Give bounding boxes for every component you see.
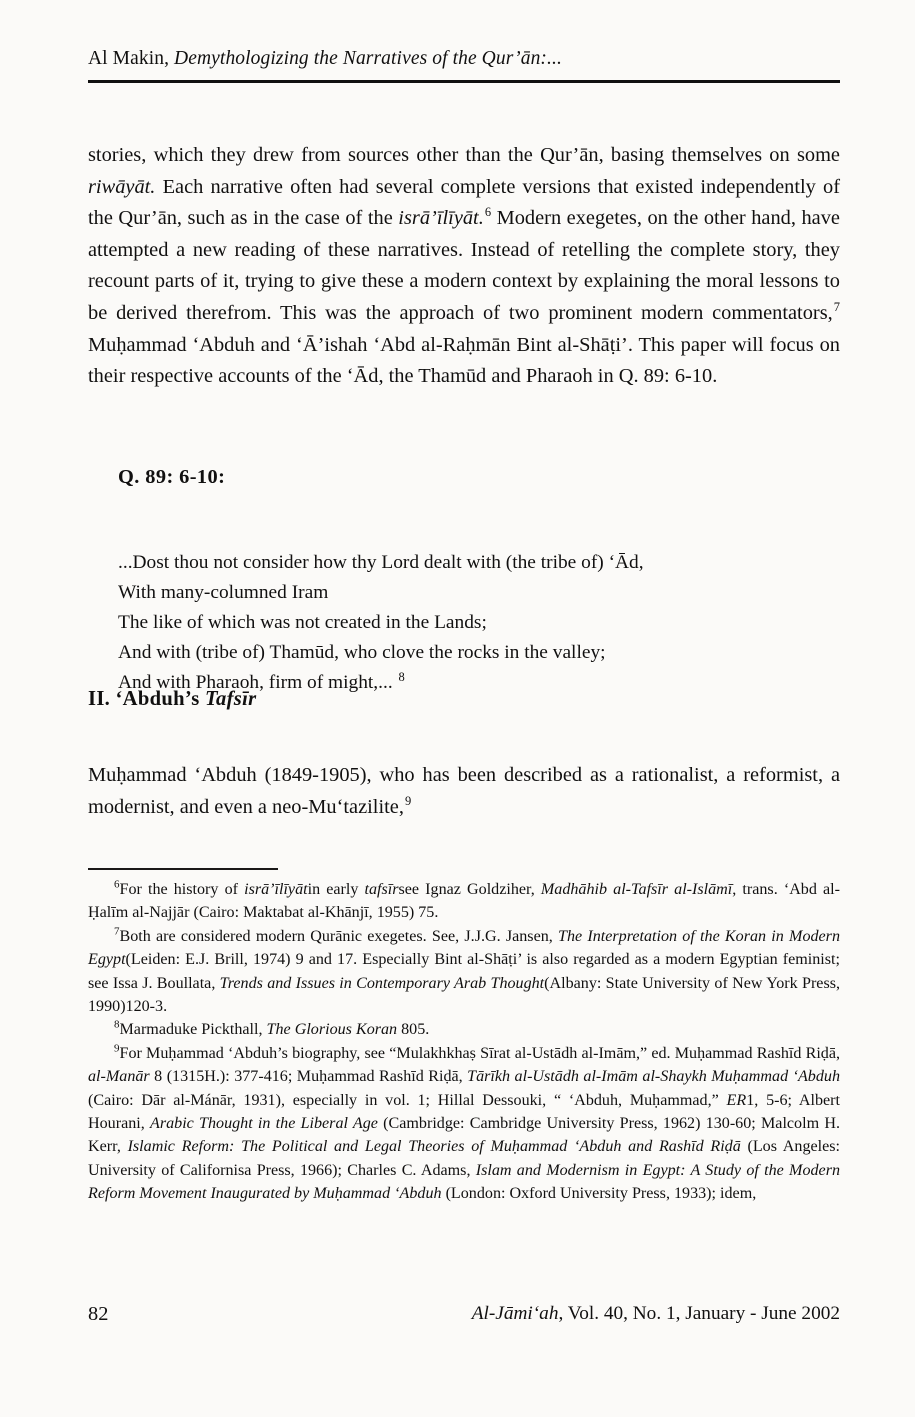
footnote-text: see Ignaz Goldziher, xyxy=(398,881,541,898)
page-number: 82 xyxy=(88,1303,109,1325)
section-body-block xyxy=(88,760,840,823)
quote-line-1: ...Dost thou not consider how thy Lord dealt with (the tribe of) ‘Ād, xyxy=(118,552,644,573)
body-italic-riwayat: riwāyāt. xyxy=(88,175,156,198)
footnote-number[interactable]: 7 xyxy=(114,925,120,938)
footnote-text: For Muḥammad ‘Abduh’s biography, see “Mulakhkhaṣ Sīrat al-Ustādh al-Imām,” ed. Muḥammad Rashīd Riḍā, xyxy=(119,1044,840,1062)
section-paragraph xyxy=(88,760,840,823)
footnote-ref-7[interactable]: 7 xyxy=(833,300,840,315)
footnote-title-italic: Trends and Issues in Contemporary Arab Thought xyxy=(219,974,545,992)
running-head-rule xyxy=(88,80,840,83)
footnote-text: Both are considered modern Qurānic exegetes. See, J.J.G. Jansen, xyxy=(119,927,559,945)
quran-reference-heading: Q. 89: 6-10: xyxy=(118,466,226,488)
body-italic-israiliyat: isrā’īlīyāt. xyxy=(398,207,484,230)
footnote-text: 1, 5-6; Albert Hourani, xyxy=(88,1091,840,1133)
body-text-block xyxy=(88,140,840,393)
footnote-title-italic: Madhāhib al-Tafsīr al-Islāmī xyxy=(540,881,733,898)
footnote-title-italic: tafsīr xyxy=(364,881,399,898)
journal-citation xyxy=(472,1303,840,1325)
footnote-item xyxy=(88,925,840,1019)
footnote-text: (Cairo: Dār al-Mánār, 1931), especially in vol. 1; Hillal Dessouki, “ ‘Abduh, Muḥammad,” xyxy=(88,1091,727,1109)
footnote-text: in early xyxy=(307,881,365,898)
footnote-number[interactable]: 6 xyxy=(114,878,120,891)
footnote-title-italic: The Interpretation of the Koran in Modern Egypt xyxy=(88,927,840,969)
footnote-number[interactable]: 8 xyxy=(114,1019,120,1032)
footnote-text: (Leiden: E.J. Brill, 1974) 9 and 17. Especially Bint al-Shāṭi’ is also regarded as a modern Egyptian feminist; see Issa J. Boullata, xyxy=(88,951,840,992)
footnote-item xyxy=(88,1042,840,1206)
running-head-author: Al Makin, xyxy=(88,48,175,69)
footnote-text: For the history of xyxy=(119,881,245,898)
footnote-text: (Albany: State University of New York Press, 1990)120-3. xyxy=(88,974,840,1016)
footnote-text: 805. xyxy=(397,1021,430,1039)
journal-issue: , Vol. 40, No. 1, January - June 2002 xyxy=(558,1303,840,1324)
running-head-title: Demythologizing the Narratives of the Qur’ān:... xyxy=(174,48,562,69)
footnote-text: 8 (1315H.): 377-416; Muḥammad Rashīd Riḍā, xyxy=(149,1068,468,1086)
footnote-item xyxy=(88,878,840,925)
body-run-1: stories, which they drew from sources other than the Qur’ān, basing themselves on some xyxy=(88,144,840,166)
running-head xyxy=(88,48,840,70)
section-paragraph-text: Muḥammad ‘Abduh (1849-1905), who has been described as a rationalist, a reformist, a modernist, and even a neo-Mu‘tazilite, xyxy=(88,764,840,818)
footnote-text: (Los Angeles: University of Californisa Press, 1966); Charles C. Adams, xyxy=(88,1138,840,1179)
footnote-separator-rule xyxy=(88,868,278,870)
section-heading xyxy=(88,688,256,711)
footnote-text: (Cambridge: Cambridge University Press, 1962) 130-60; Malcolm H. Kerr, xyxy=(88,1115,840,1156)
footnote-text: Marmaduke Pickthall, xyxy=(119,1021,267,1039)
quote-line-5-text: And with Pharaoh, firm of might,... xyxy=(118,672,398,693)
section-heading-italic: Tafsīr xyxy=(205,688,257,710)
footnote-title-italic: Islam and Modernism in Egypt: A Study of the Modern Reform Movement Inaugurated by Muḥammad ‘Abduh xyxy=(88,1161,841,1203)
body-run-3: Modern exegetes, on the other hand, have attempted a new reading of these narratives. Instead of retelling the complete story, they recount parts of it, trying to give these a modern context by explaining the moral lessons to be derived therefrom. This was the approach of two prominent modern commentators, xyxy=(88,207,840,324)
body-run-4: Muḥammad ‘Abduh and ‘Ā’ishah ‘Abd al-Raḥmān Bint al-Shāṭi’. This paper will focus on their respective accounts of the ‘Ād, the Thamūd and Pharaoh in Q. 89: 6-10. xyxy=(88,333,840,388)
running-head-line xyxy=(88,48,562,69)
footnote-text: , trans. ‘Abd al-Ḥalīm al-Najjār (Cairo: Maktabat al-Khānjī, 1955) 75. xyxy=(88,881,840,922)
journal-name: Al-Jāmi‘ah xyxy=(471,1303,559,1324)
footnote-title-italic: Islamic Reform: The Political and Legal Theories of Muḥammad ‘Abduh and Rashīd Riḍā xyxy=(127,1138,741,1156)
footnote-title-italic: The Glorious Koran xyxy=(266,1021,398,1039)
footnote-ref-9[interactable]: 9 xyxy=(404,793,412,808)
quote-line-2: With many-columned Iram xyxy=(118,582,329,603)
quote-line-4: And with (tribe of) Thamūd, who clove the rocks in the valley; xyxy=(118,642,606,663)
footnote-number[interactable]: 9 xyxy=(114,1042,120,1055)
body-paragraph xyxy=(88,140,840,393)
quote-line-3: The like of which was not created in the Lands; xyxy=(118,612,487,633)
footnote-ref-8[interactable]: 8 xyxy=(398,669,405,684)
footnote-title-italic: isrā’īlīyāt xyxy=(244,881,308,898)
footnote-title-italic: Tārīkh al-Ustādh al-Imām al-Shaykh Muḥammad ‘Abduh xyxy=(467,1068,840,1086)
footnote-item xyxy=(88,1018,840,1041)
footnote-ref-6[interactable]: 6 xyxy=(484,205,492,220)
footnote-text: (London: Oxford University Press, 1933); idem, xyxy=(441,1185,757,1203)
body-run-2: Each narrative often had several complete versions that existed independently of the Qur’ān, such as in the case of the xyxy=(88,175,840,230)
footnote-title-italic: Arabic Thought in the Liberal Age xyxy=(150,1115,378,1133)
section-heading-number: II. ‘Abduh’s xyxy=(88,688,206,710)
quran-quote-block xyxy=(118,548,838,698)
footnote-title-italic: al-Manār xyxy=(88,1068,150,1086)
footnotes-block xyxy=(88,878,840,1206)
footnote-title-italic: ER xyxy=(726,1091,747,1109)
